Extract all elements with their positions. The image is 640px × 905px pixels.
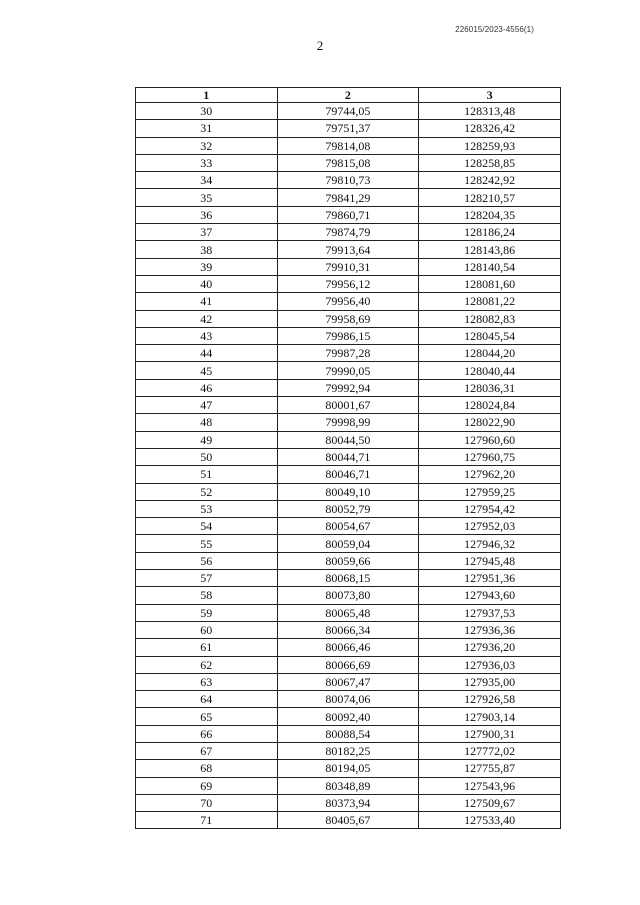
y-coordinate-cell: 127959,25 [419,483,561,500]
y-coordinate-cell: 127772,02 [419,742,561,759]
table-row [136,379,561,396]
table-row [136,518,561,535]
y-coordinate-cell: 127509,67 [419,794,561,811]
point-number-cell: 62 [136,656,278,673]
x-coordinate-cell: 80054,67 [277,518,419,535]
x-coordinate-cell: 80073,80 [277,587,419,604]
y-coordinate-cell: 128022,90 [419,414,561,431]
point-number-cell: 59 [136,604,278,621]
x-coordinate-cell: 79874,79 [277,224,419,241]
table-row [136,241,561,258]
table-row [136,154,561,171]
table-row [136,570,561,587]
point-number-cell: 35 [136,189,278,206]
point-number-cell: 51 [136,466,278,483]
point-number-cell: 71 [136,812,278,829]
point-number-cell: 46 [136,379,278,396]
y-coordinate-cell: 128242,92 [419,172,561,189]
table-row [136,414,561,431]
table-row [136,431,561,448]
coordinates-table [135,87,561,829]
x-coordinate-cell: 79814,08 [277,137,419,154]
point-number-cell: 64 [136,691,278,708]
x-coordinate-cell: 80092,40 [277,708,419,725]
y-coordinate-cell: 128081,60 [419,275,561,292]
table-row [136,448,561,465]
y-coordinate-cell: 128036,31 [419,379,561,396]
x-coordinate-cell: 80066,69 [277,656,419,673]
x-coordinate-cell: 80067,47 [277,673,419,690]
table-row [136,691,561,708]
x-coordinate-cell: 80373,94 [277,794,419,811]
point-number-cell: 31 [136,120,278,137]
point-number-cell: 57 [136,570,278,587]
table-row [136,760,561,777]
table-row [136,639,561,656]
y-coordinate-cell: 128326,42 [419,120,561,137]
table-row [136,172,561,189]
x-coordinate-cell: 80059,04 [277,535,419,552]
table-row [136,120,561,137]
point-number-cell: 70 [136,794,278,811]
y-coordinate-cell: 127936,20 [419,639,561,656]
x-coordinate-cell: 79815,08 [277,154,419,171]
x-coordinate-cell: 80405,67 [277,812,419,829]
point-number-cell: 45 [136,362,278,379]
x-coordinate-cell: 79992,94 [277,379,419,396]
x-coordinate-cell: 79956,40 [277,293,419,310]
y-coordinate-cell: 128082,83 [419,310,561,327]
y-coordinate-cell: 127952,03 [419,518,561,535]
table-row [136,224,561,241]
y-coordinate-cell: 127951,36 [419,570,561,587]
x-coordinate-cell: 80044,50 [277,431,419,448]
y-coordinate-cell: 128186,24 [419,224,561,241]
column-header-1: 1 [136,88,278,103]
point-number-cell: 53 [136,500,278,517]
x-coordinate-cell: 80074,06 [277,691,419,708]
point-number-cell: 36 [136,206,278,223]
y-coordinate-cell: 127943,60 [419,587,561,604]
point-number-cell: 55 [136,535,278,552]
table-row [136,725,561,742]
column-header-3: 3 [419,88,561,103]
y-coordinate-cell: 128143,86 [419,241,561,258]
point-number-cell: 56 [136,552,278,569]
x-coordinate-cell: 79986,15 [277,327,419,344]
x-coordinate-cell: 80044,71 [277,448,419,465]
y-coordinate-cell: 127533,40 [419,812,561,829]
point-number-cell: 34 [136,172,278,189]
y-coordinate-cell: 128210,57 [419,189,561,206]
y-coordinate-cell: 127937,53 [419,604,561,621]
x-coordinate-cell: 80348,89 [277,777,419,794]
y-coordinate-cell: 128040,44 [419,362,561,379]
x-coordinate-cell: 80001,67 [277,397,419,414]
point-number-cell: 67 [136,742,278,759]
table-row [136,812,561,829]
point-number-cell: 65 [136,708,278,725]
point-number-cell: 30 [136,103,278,120]
x-coordinate-cell: 79744,05 [277,103,419,120]
x-coordinate-cell: 79913,64 [277,241,419,258]
y-coordinate-cell: 127946,32 [419,535,561,552]
y-coordinate-cell: 128259,93 [419,137,561,154]
column-header-2: 2 [277,88,419,103]
table-row [136,362,561,379]
y-coordinate-cell: 127755,87 [419,760,561,777]
point-number-cell: 50 [136,448,278,465]
table-row [136,587,561,604]
x-coordinate-cell: 80068,15 [277,570,419,587]
point-number-cell: 44 [136,345,278,362]
point-number-cell: 58 [136,587,278,604]
table-row [136,483,561,500]
point-number-cell: 52 [136,483,278,500]
x-coordinate-cell: 80046,71 [277,466,419,483]
x-coordinate-cell: 79751,37 [277,120,419,137]
table-row [136,604,561,621]
x-coordinate-cell: 80065,48 [277,604,419,621]
table-row [136,656,561,673]
y-coordinate-cell: 128024,84 [419,397,561,414]
point-number-cell: 48 [136,414,278,431]
table-row [136,777,561,794]
table-row [136,206,561,223]
table-row [136,345,561,362]
y-coordinate-cell: 127900,31 [419,725,561,742]
table-row [136,310,561,327]
point-number-cell: 43 [136,327,278,344]
y-coordinate-cell: 128045,54 [419,327,561,344]
table-row [136,293,561,310]
table-row [136,552,561,569]
x-coordinate-cell: 80066,46 [277,639,419,656]
y-coordinate-cell: 127926,58 [419,691,561,708]
y-coordinate-cell: 127903,14 [419,708,561,725]
point-number-cell: 47 [136,397,278,414]
point-number-cell: 32 [136,137,278,154]
table-row [136,535,561,552]
x-coordinate-cell: 80182,25 [277,742,419,759]
point-number-cell: 40 [136,275,278,292]
y-coordinate-cell: 127543,96 [419,777,561,794]
table-header-row [136,88,561,103]
point-number-cell: 42 [136,310,278,327]
point-number-cell: 37 [136,224,278,241]
x-coordinate-cell: 80052,79 [277,500,419,517]
point-number-cell: 41 [136,293,278,310]
point-number-cell: 66 [136,725,278,742]
y-coordinate-cell: 128258,85 [419,154,561,171]
x-coordinate-cell: 79990,05 [277,362,419,379]
x-coordinate-cell: 80049,10 [277,483,419,500]
point-number-cell: 49 [136,431,278,448]
y-coordinate-cell: 128081,22 [419,293,561,310]
y-coordinate-cell: 127936,03 [419,656,561,673]
x-coordinate-cell: 79810,73 [277,172,419,189]
table-row [136,397,561,414]
table-row [136,103,561,120]
x-coordinate-cell: 79910,31 [277,258,419,275]
y-coordinate-cell: 127960,75 [419,448,561,465]
table-row [136,673,561,690]
x-coordinate-cell: 79860,71 [277,206,419,223]
x-coordinate-cell: 80194,05 [277,760,419,777]
table-row [136,708,561,725]
y-coordinate-cell: 128140,54 [419,258,561,275]
table-row [136,794,561,811]
point-number-cell: 38 [136,241,278,258]
page-number: 2 [316,38,324,53]
y-coordinate-cell: 127954,42 [419,500,561,517]
point-number-cell: 33 [136,154,278,171]
document-id: 226015/2023-4556(1) [455,25,534,34]
point-number-cell: 39 [136,258,278,275]
x-coordinate-cell: 79841,29 [277,189,419,206]
point-number-cell: 63 [136,673,278,690]
x-coordinate-cell: 79987,28 [277,345,419,362]
table-body [136,103,561,829]
point-number-cell: 54 [136,518,278,535]
y-coordinate-cell: 127962,20 [419,466,561,483]
x-coordinate-cell: 79998,99 [277,414,419,431]
table-row [136,137,561,154]
table-row [136,742,561,759]
x-coordinate-cell: 80059,66 [277,552,419,569]
table-row [136,500,561,517]
table-row [136,189,561,206]
y-coordinate-cell: 127945,48 [419,552,561,569]
table-row [136,258,561,275]
y-coordinate-cell: 128204,35 [419,206,561,223]
point-number-cell: 61 [136,639,278,656]
x-coordinate-cell: 79956,12 [277,275,419,292]
point-number-cell: 69 [136,777,278,794]
point-number-cell: 68 [136,760,278,777]
x-coordinate-cell: 79958,69 [277,310,419,327]
y-coordinate-cell: 128044,20 [419,345,561,362]
table-row [136,621,561,638]
y-coordinate-cell: 127936,36 [419,621,561,638]
point-number-cell: 60 [136,621,278,638]
table-row [136,275,561,292]
x-coordinate-cell: 80066,34 [277,621,419,638]
y-coordinate-cell: 127935,00 [419,673,561,690]
y-coordinate-cell: 127960,60 [419,431,561,448]
table-row [136,327,561,344]
x-coordinate-cell: 80088,54 [277,725,419,742]
table-row [136,466,561,483]
y-coordinate-cell: 128313,48 [419,103,561,120]
